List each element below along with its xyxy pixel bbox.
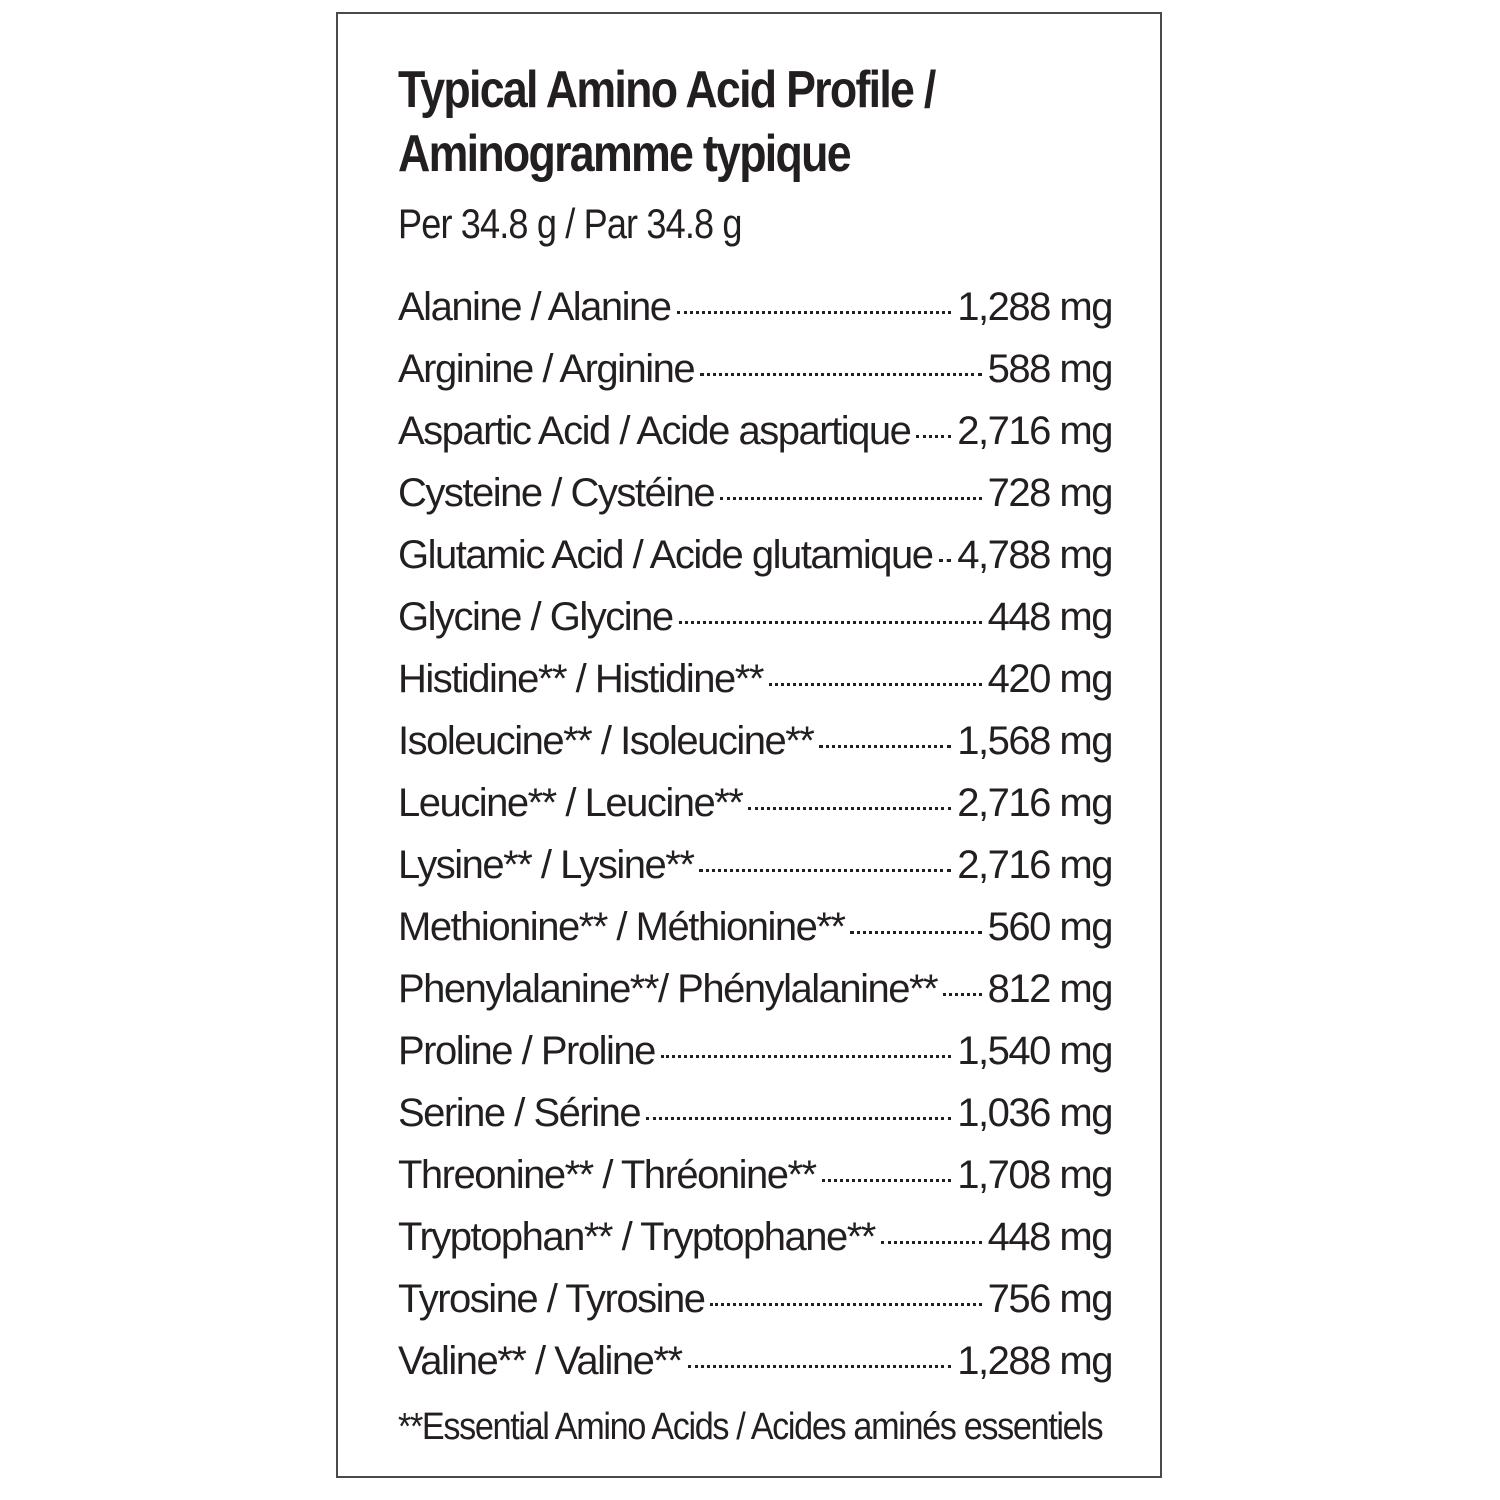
amino-name: Leucine** / Leucine**: [398, 781, 743, 825]
amino-row-threonine: [398, 1148, 1112, 1210]
amino-row-arginine: [398, 342, 1112, 404]
amino-row-proline: [398, 1024, 1112, 1086]
amino-name: Phenylalanine**/ Phénylalanine**: [398, 967, 938, 1011]
amino-acid-list: [398, 280, 1112, 1396]
amino-value: 728 mg: [987, 471, 1112, 515]
amino-name: Tryptophan** / Tryptophane**: [398, 1215, 875, 1259]
amino-value: 448 mg: [987, 1215, 1112, 1259]
amino-row-aspartic-acid: [398, 404, 1112, 466]
amino-name: Alanine / Alanine: [398, 285, 671, 329]
amino-acid-panel: [336, 12, 1162, 1478]
amino-value: 1,288 mg: [957, 285, 1112, 329]
amino-value: 812 mg: [987, 967, 1112, 1011]
amino-value: 1,288 mg: [957, 1339, 1112, 1383]
amino-value: 1,568 mg: [957, 719, 1112, 763]
dot-leader: [819, 714, 951, 754]
dot-leader: [688, 1334, 952, 1374]
amino-row-serine: [398, 1086, 1112, 1148]
essential-footnote: **Essential Amino Acids / Acides aminés essentiels: [398, 1406, 1103, 1448]
amino-name: Cysteine / Cystéine: [398, 471, 715, 515]
dot-leader: [881, 1210, 982, 1250]
amino-value: 756 mg: [987, 1277, 1112, 1321]
dot-leader: [646, 1086, 951, 1126]
amino-value: 448 mg: [987, 595, 1112, 639]
amino-row-lysine: [398, 838, 1112, 900]
dot-leader: [679, 590, 982, 630]
amino-row-tyrosine: [398, 1272, 1112, 1334]
amino-row-alanine: [398, 280, 1112, 342]
dot-leader: [720, 466, 981, 506]
panel-content: [398, 58, 1112, 1454]
amino-row-glutamic-acid: [398, 528, 1112, 590]
amino-row-histidine: [398, 652, 1112, 714]
amino-row-tryptophan: [398, 1210, 1112, 1272]
dot-leader: [699, 838, 951, 878]
amino-row-cysteine: [398, 466, 1112, 528]
amino-name: Lysine** / Lysine**: [398, 843, 694, 887]
amino-value: 420 mg: [987, 657, 1112, 701]
dot-leader: [748, 776, 951, 816]
amino-row-leucine: [398, 776, 1112, 838]
amino-name: Arginine / Arginine: [398, 347, 695, 391]
amino-value: 4,788 mg: [957, 533, 1112, 577]
amino-value: 1,036 mg: [957, 1091, 1112, 1135]
amino-value: 2,716 mg: [957, 781, 1112, 825]
amino-name: Threonine** / Thréonine**: [398, 1153, 816, 1197]
dot-leader: [700, 342, 981, 382]
serving-size: Per 34.8 g / Par 34.8 g: [398, 200, 742, 247]
amino-row-isoleucine: [398, 714, 1112, 776]
amino-name: Glycine / Glycine: [398, 595, 673, 639]
dot-leader: [822, 1148, 952, 1188]
amino-name: Glutamic Acid / Acide glutamique: [398, 533, 933, 577]
amino-value: 2,716 mg: [957, 843, 1112, 887]
dot-leader: [850, 900, 981, 940]
amino-name: Tyrosine / Tyrosine: [398, 1277, 705, 1321]
amino-name: Histidine** / Histidine**: [398, 657, 763, 701]
amino-value: 560 mg: [987, 905, 1112, 949]
amino-name: Isoleucine** / Isoleucine**: [398, 719, 814, 763]
amino-row-methionine: [398, 900, 1112, 962]
amino-row-glycine: [398, 590, 1112, 652]
panel-title-line-2: Aminogramme typique: [398, 125, 850, 183]
amino-name: Methionine** / Méthionine**: [398, 905, 845, 949]
dot-leader: [943, 962, 981, 1002]
amino-value: 1,540 mg: [957, 1029, 1112, 1073]
amino-name: Aspartic Acid / Acide aspartique: [398, 409, 911, 453]
dot-leader: [769, 652, 982, 692]
dot-leader: [939, 528, 952, 568]
amino-value: 2,716 mg: [957, 409, 1112, 453]
amino-name: Valine** / Valine**: [398, 1339, 682, 1383]
dot-leader: [916, 404, 951, 444]
amino-name: Serine / Sérine: [398, 1091, 641, 1135]
dot-leader: [661, 1024, 951, 1064]
dot-leader: [677, 280, 952, 320]
amino-row-phenylalanine: [398, 962, 1112, 1024]
dot-leader: [710, 1272, 981, 1312]
amino-name: Proline / Proline: [398, 1029, 655, 1073]
amino-value: 588 mg: [987, 347, 1112, 391]
amino-value: 1,708 mg: [957, 1153, 1112, 1197]
amino-row-valine: [398, 1334, 1112, 1396]
panel-title-line-1: Typical Amino Acid Profile /: [398, 61, 935, 119]
